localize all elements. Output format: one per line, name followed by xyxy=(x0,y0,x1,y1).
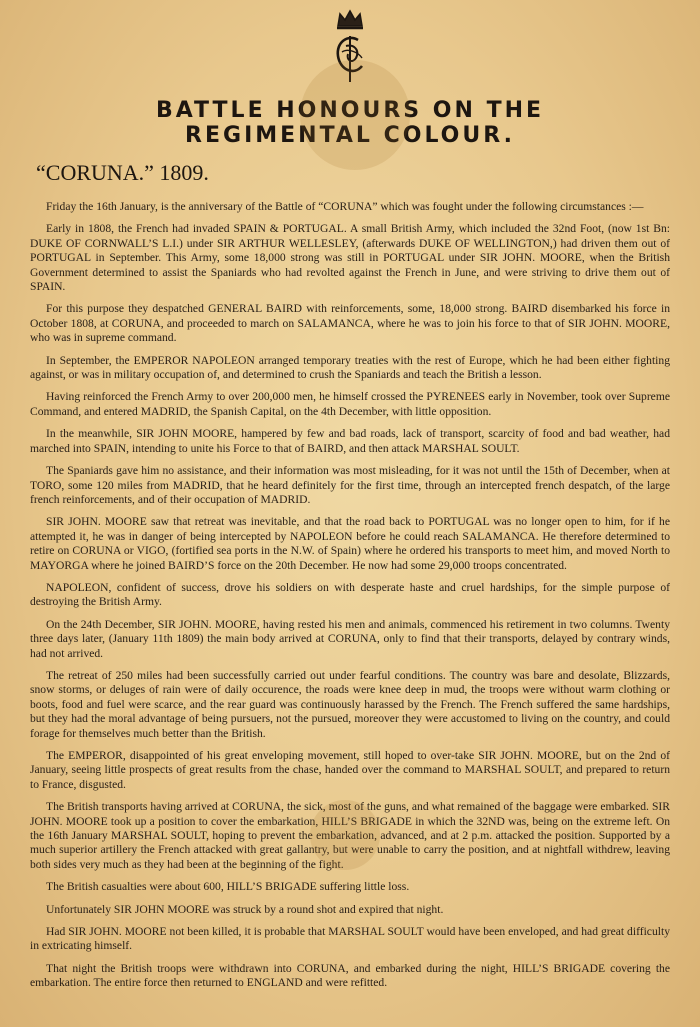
paragraph: The British transports having arrived at CORUNA, the sick, most of the guns, and what remained of the baggage were embarked. SIR JOHN. MOORE took up a position to cover the embarkation, HILL’S BRIGADE in which the 32ND was, being on the extreme left. On the 16th January MARSHAL SOULT, hoping to prevent the embarkation, advanced, and at 2 p.m. attacked the position. Supported by a much superior artillery the French attacked with great gallantry, but were unable to carry the position, and at nightfall withdrew, leaving both sides very much as they had been at the beginning of the fight. xyxy=(30,800,670,871)
paragraph: On the 24th December, SIR JOHN. MOORE, having rested his men and animals, commenced his retirement in two columns. Twenty three days later, (January 11th 1809) the main body arrived at CORUNA, only to find that their transports, delayed by contrary winds, had not arrived. xyxy=(30,617,670,660)
paragraph: That night the British troops were withdrawn into CORUNA, and embarked during the night, HILL’S BRIGADE covering the embarkation. The entire force then returned to ENGLAND and were refitted. xyxy=(30,961,670,990)
crowned-monogram-icon xyxy=(328,6,372,88)
paragraph: Early in 1808, the French had invaded SPAIN & PORTUGAL. A small British Army, which included the 32nd Foot, (now 1st Bn: DUKE OF CORNWALL’S L.I.) under SIR ARTHUR WELLESLEY, (afterwards DUKE OF WELLINGTON,) had driven them out of PORTUGAL in September. This Army, some 18,000 strong was still in PORTUGAL under SIR JOHN. MOORE, when the British Government determined to assist the Spaniards who had revolted against the French in June, and were striving to drive them out of SPAIN. xyxy=(30,222,670,294)
paragraph: Having reinforced the French Army to over 200,000 men, he himself crossed the PYRENEES early in November, took over Supreme Command, and entered MADRID, the Spanish Capital, on the 4th December, with little opposition. xyxy=(30,390,670,418)
paragraph: SIR JOHN. MOORE saw that retreat was inevitable, and that the road back to PORTUGAL was no longer open to him, for if he attempted it, he was in danger of being intercepted by NAPOLEON before he could reach SALAMANCA. He therefore determined to retire on CORUNA or VIGO, (fortified sea ports in the N.W. of Spain) where he ordered his transports to meet him, and moved North to MAYORGA where he joined BAIRD’S force on the 20th December. He now had some 29,000 troops concentrated. xyxy=(30,515,670,572)
paragraph: Had SIR JOHN. MOORE not been killed, it is probable that MARSHAL SOULT would have been enveloped, and had great difficulty in extricating himself. xyxy=(30,925,670,953)
paragraph: For this purpose they despatched GENERAL BAIRD with reinforcements, some, 18,000 strong. BAIRD disembarked his force in October 1808, at CORUNA, and proceeded to march on SALAMANCA, where he was to join his force to that of SIR JOHN. MOORE, who was in supreme command. xyxy=(30,302,670,345)
paragraph: The EMPEROR, disappointed of his great enveloping movement, still hoped to over-take SIR JOHN. MOORE, but on the 2nd of January, seeing little prospects of great results from the chase, handed over the command to MARSHAL SOULT, and prepared to return to France, disgusted. xyxy=(30,749,670,791)
paragraph: The Spaniards gave him no assistance, and their information was most misleading, for it was not until the 15th of December, when at TORO, some 120 miles from MADRID, that he heard definitely for the first time, through an intercepted french despatch, of the large french reinforcements, and of their occupation of MADRID. xyxy=(30,464,670,506)
document-title: BATTLE HONOURS ON THE REGIMENTAL COLOUR. xyxy=(155,98,545,148)
document-subtitle: “CORUNA.” 1809. xyxy=(36,160,209,185)
paragraph: The British casualties were about 600, HILL’S BRIGADE suffering little loss. xyxy=(46,880,410,894)
paragraph: In the meanwhile, SIR JOHN MOORE, hampered by few and bad roads, lack of transport, scarcity of food and bad weather, had marched into SPAIN, intending to unite his Force to that of BAIRD, and then attack MARSHAL SOULT. xyxy=(30,427,670,455)
paragraph: In September, the EMPEROR NAPOLEON arranged temporary treaties with the rest of Europe, which he had been either fighting against, or was in military occupation of, and determined to crush the Spaniards and teach the British a lesson. xyxy=(30,353,670,382)
paragraph: The retreat of 250 miles had been successfully carried out under fearful conditions. The country was bare and desolate, Blizzards, snow storms, or deluges of rain were of daily occurence, the roads were knee deep in mud, the troops were without warm clothing or boots, food and fuel were scarce, and the rear guard was continuously harassed by the French. The French suffered the same hardships, but they had the moral advantage of being pursuers, not the pursued, moreover they were accustomed to living on the country, and could forage for themselves much better than the British. xyxy=(30,668,670,740)
paragraph: Friday the 16th January, is the anniversary of the Battle of “CORUNA” which was fought under the following circumstances :— xyxy=(46,200,644,213)
paragraph: NAPOLEON, confident of success, drove his soldiers on with desperate haste and cruel hardships, for the simple purpose of destroying the British Army. xyxy=(30,580,670,609)
paragraph: Unfortunately SIR JOHN MOORE was struck by a round shot and expired that night. xyxy=(46,902,444,916)
